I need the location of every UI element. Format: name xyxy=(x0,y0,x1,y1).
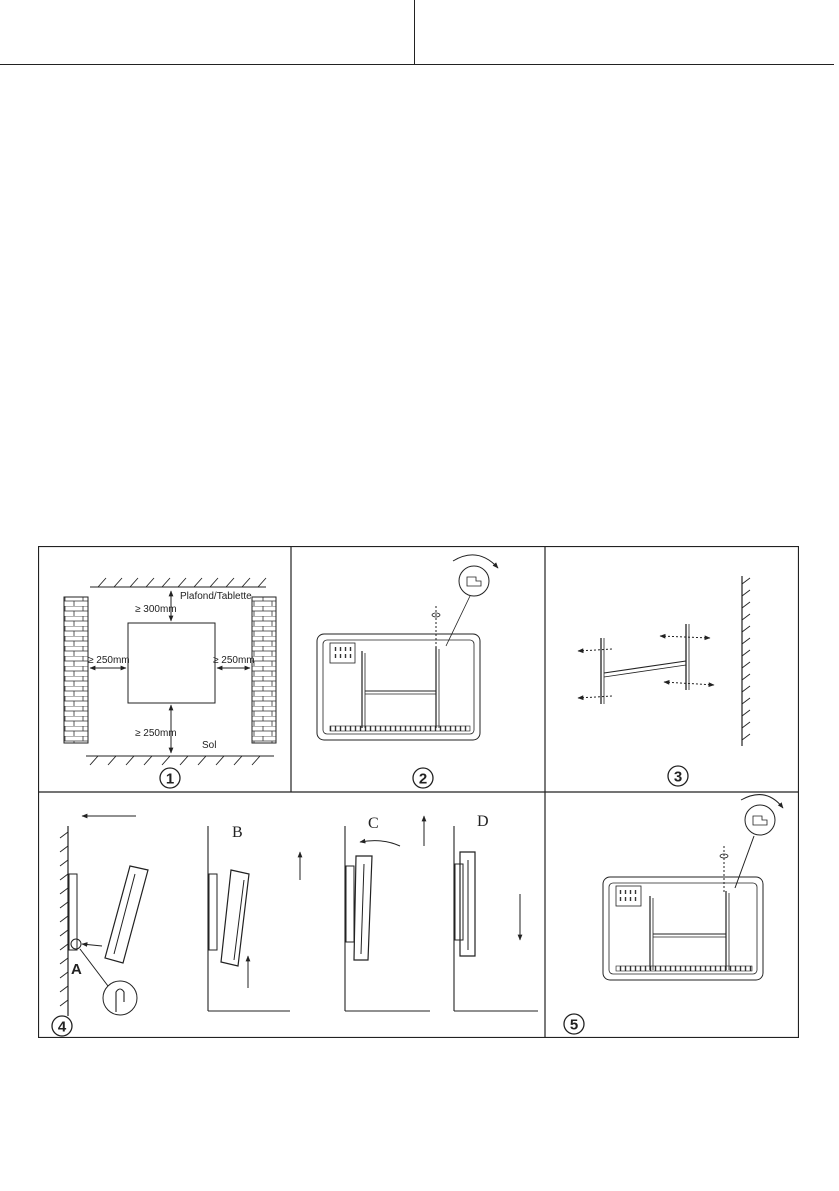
sub-label-b: B xyxy=(232,824,243,841)
top-clearance-label: ≥ 300mm xyxy=(135,604,177,615)
bottom-vent xyxy=(330,726,470,731)
left-brick-wall xyxy=(64,597,88,743)
panel-5-heater-mounted xyxy=(603,795,783,980)
bottom-clearance-label: ≥ 250mm xyxy=(135,728,177,739)
right-clearance-label: ≥ 250mm xyxy=(213,655,255,666)
header-rule xyxy=(0,64,834,65)
step-number-1 xyxy=(160,768,180,788)
panel-2-bracket-removal xyxy=(317,555,498,740)
right-brick-wall xyxy=(252,597,276,743)
step-number-4 xyxy=(52,1016,72,1036)
svg-text:2: 2 xyxy=(418,770,428,788)
sub-label-a: A xyxy=(71,961,82,978)
left-clearance-label: ≥ 250mm xyxy=(88,655,130,666)
sub-label-c: C xyxy=(368,815,379,832)
svg-text:4: 4 xyxy=(57,1018,67,1036)
header-divider xyxy=(414,0,415,64)
panel-3-bracket-wall-fixing xyxy=(578,576,750,746)
step-number-2 xyxy=(413,768,433,788)
screw-detail-circle xyxy=(459,566,489,596)
heater-outline xyxy=(128,623,215,703)
step-number-5 xyxy=(564,1014,584,1034)
installation-figure xyxy=(38,546,799,1038)
hook-detail-circle xyxy=(103,981,137,1015)
sub-label-d: D xyxy=(477,813,489,830)
floor-label: Sol xyxy=(202,740,217,751)
svg-text:5: 5 xyxy=(569,1016,579,1034)
svg-text:1: 1 xyxy=(165,770,175,788)
step-number-3 xyxy=(668,766,688,786)
control-box-5 xyxy=(616,886,641,906)
ceiling-label: Plafond/Tablette xyxy=(180,591,252,602)
control-box xyxy=(330,643,355,663)
svg-text:3: 3 xyxy=(673,768,683,786)
bottom-vent-5 xyxy=(616,966,752,971)
screw-detail-circle-5 xyxy=(745,805,775,835)
panel-4-hanging-sequence xyxy=(60,813,538,1016)
